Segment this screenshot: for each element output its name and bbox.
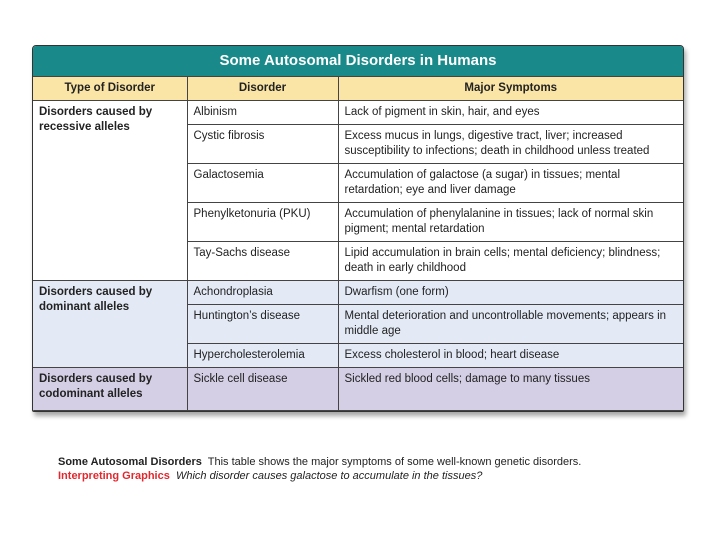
disorder-cell: Galactosemia xyxy=(187,164,338,203)
disorders-table xyxy=(33,76,683,411)
caption-heading: Some Autosomal Disorders xyxy=(58,456,202,468)
caption-text: This table shows the major symptoms of some well-known genetic disorders. xyxy=(207,456,582,468)
symptoms-cell: Accumulation of galactose (a sugar) in tissues; mental retardation; eye and liver damage xyxy=(338,164,683,203)
symptoms-cell: Sickled red blood cells; damage to many tissues xyxy=(338,368,683,411)
disorder-cell: Sickle cell disease xyxy=(187,368,338,411)
header-type: Type of Disorder xyxy=(33,77,187,101)
header-row xyxy=(33,77,683,101)
table-row xyxy=(33,368,683,411)
symptoms-cell: Dwarfism (one form) xyxy=(338,281,683,305)
header-symptoms: Major Symptoms xyxy=(338,77,683,101)
table-row xyxy=(33,101,683,125)
disorder-cell: Huntington’s disease xyxy=(187,305,338,344)
table-title: Some Autosomal Disorders in Humans xyxy=(33,46,683,76)
type-codominant: Disorders caused by codominant alleles xyxy=(33,368,187,411)
symptoms-cell: Lack of pigment in skin, hair, and eyes xyxy=(338,101,683,125)
caption-question: Which disorder causes galactose to accumulate in the tissues? xyxy=(175,470,483,482)
disorder-cell: Hypercholesterolemia xyxy=(187,344,338,368)
disorders-table-panel xyxy=(32,45,684,412)
disorder-cell: Phenylketonuria (PKU) xyxy=(187,203,338,242)
type-recessive: Disorders caused by recessive alleles xyxy=(33,101,187,281)
disorder-cell: Albinism xyxy=(187,101,338,125)
type-dominant: Disorders caused by dominant alleles xyxy=(33,281,187,368)
symptoms-cell: Accumulation of phenylalanine in tissues; lack of normal skin pigment; mental retardation xyxy=(338,203,683,242)
figure-caption xyxy=(58,455,618,483)
disorder-cell: Cystic fibrosis xyxy=(187,125,338,164)
disorder-cell: Achondroplasia xyxy=(187,281,338,305)
symptoms-cell: Excess cholesterol in blood; heart disease xyxy=(338,344,683,368)
symptoms-cell: Excess mucus in lungs, digestive tract, liver; increased susceptibility to infections; death in childhood unless treated xyxy=(338,125,683,164)
disorder-cell: Tay-Sachs disease xyxy=(187,242,338,281)
header-disorder: Disorder xyxy=(187,77,338,101)
symptoms-cell: Mental deterioration and uncontrollable movements; appears in middle age xyxy=(338,305,683,344)
table-row xyxy=(33,281,683,305)
symptoms-cell: Lipid accumulation in brain cells; mental deficiency; blindness; death in early childhood xyxy=(338,242,683,281)
caption-label: Interpreting Graphics xyxy=(58,470,170,482)
